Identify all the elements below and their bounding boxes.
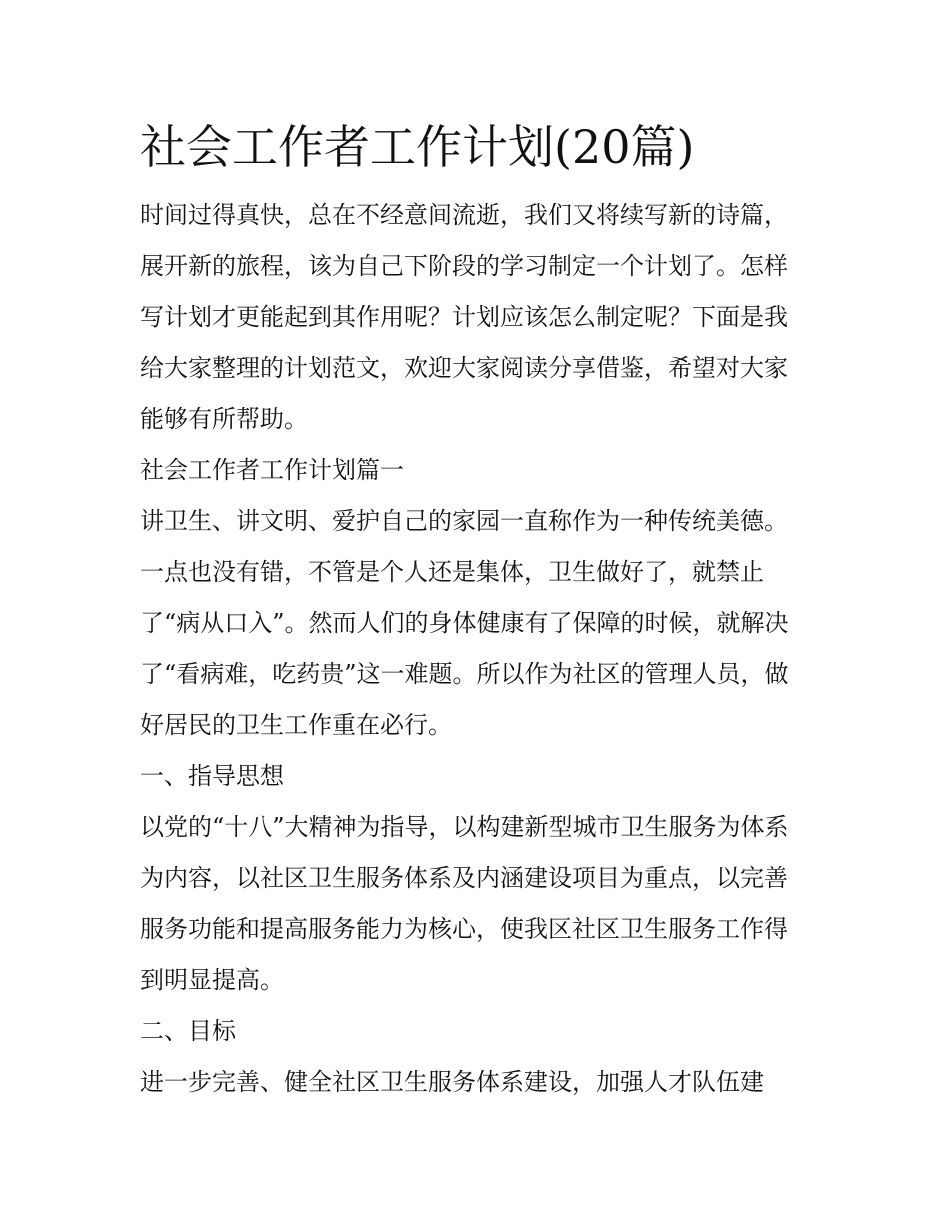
section-heading: 社会工作者工作计划篇一 <box>140 456 404 484</box>
body-line: 一点也没有错，不管是个人还是集体，卫生做好了，就禁止 <box>140 558 764 586</box>
subsection-heading: 二、目标 <box>140 1017 236 1045</box>
document-page <box>140 108 820 1108</box>
body-line: 到明显提高。 <box>140 966 284 994</box>
body-line: 了“病从口入”。然而人们的身体健康有了保障的时候，就解决 <box>140 609 789 637</box>
body-line: 为内容，以社区卫生服务体系及内涵建设项目为重点，以完善 <box>140 864 788 892</box>
body-line: 讲卫生、讲文明、爱护自己的家园一直称作为一种传统美德。 <box>140 507 788 535</box>
body-line: 了“看病难，吃药贵”这一难题。所以作为社区的管理人员，做 <box>140 660 789 688</box>
body-line: 好居民的卫生工作重在必行。 <box>140 711 452 739</box>
body-line: 进一步完善、健全社区卫生服务体系建设，加强人才队伍建 <box>140 1068 764 1096</box>
body-line: 写计划才更能起到其作用呢？计划应该怎么制定呢？下面是我 <box>140 303 788 331</box>
body-line: 服务功能和提高服务能力为核心，使我区社区卫生服务工作得 <box>140 915 788 943</box>
document-body <box>140 190 820 1108</box>
document-title: 社会工作者工作计划(20篇) <box>140 120 695 174</box>
body-line: 以党的“十八”大精神为指导，以构建新型城市卫生服务为体系 <box>140 813 789 841</box>
subsection-heading: 一、指导思想 <box>140 762 284 790</box>
body-line: 给大家整理的计划范文，欢迎大家阅读分享借鉴，希望对大家 <box>140 354 788 382</box>
body-line: 展开新的旅程，该为自己下阶段的学习制定一个计划了。怎样 <box>140 252 788 280</box>
body-line: 时间过得真快，总在不经意间流逝，我们又将续写新的诗篇， <box>140 201 788 229</box>
body-line: 能够有所帮助。 <box>140 405 308 433</box>
